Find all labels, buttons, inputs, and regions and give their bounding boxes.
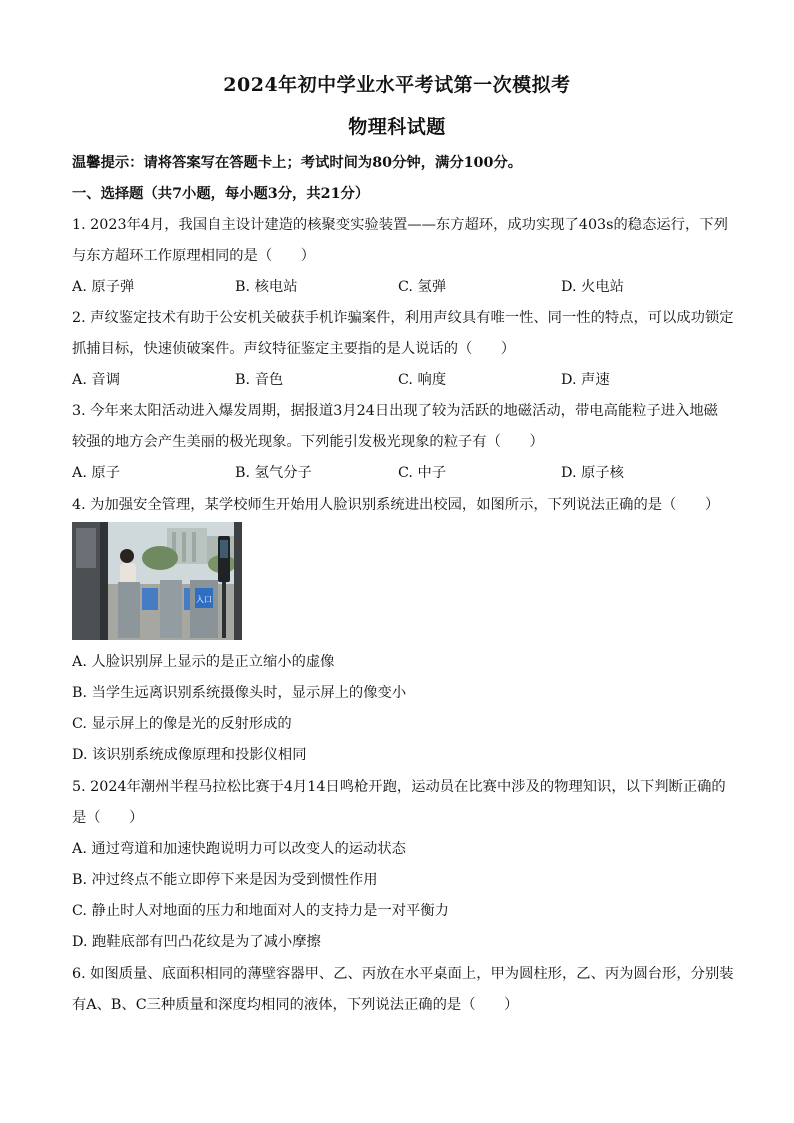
exam-title: 2024年初中学业水平考试第一次模拟考	[223, 74, 571, 96]
question-3-line-2: 较强的地方会产生美丽的极光现象。下列能引发极光现象的粒子有（ ）	[72, 434, 544, 450]
option-c[interactable]: C. 中子	[398, 465, 447, 481]
option-a[interactable]: A. 音调	[72, 372, 121, 388]
question-1-line-2: 与东方超环工作原理相同的是（ ）	[72, 248, 316, 264]
question-2-line-2: 抓捕目标，快速侦破案件。声纹特征鉴定主要指的是人说话的（ ）	[72, 341, 516, 357]
question-2-options	[72, 369, 732, 389]
option-d[interactable]: D. 原子核	[561, 465, 624, 481]
question-4-option-a[interactable]: A. 人脸识别屏上显示的是正立缩小的虚像	[72, 654, 335, 670]
option-c[interactable]: C. 氢弹	[398, 279, 447, 295]
question-5-line-2: 是（ ）	[72, 810, 144, 826]
option-c[interactable]: C. 响度	[398, 372, 447, 388]
option-d[interactable]: D. 火电站	[561, 279, 624, 295]
section-heading: 一、选择题（共7小题，每小题3分，共21分）	[72, 186, 370, 202]
question-4-line-1: 4. 为加强安全管理，某学校师生开始用人脸识别系统进出校园，如图所示，下列说法正确的是（ ）	[72, 497, 720, 513]
question-1-line-1: 1. 2023年4月，我国自主设计建造的核聚变实验装置——东方超环，成功实现了403s的稳态运行，下列	[72, 217, 728, 233]
question-5-option-b[interactable]: B. 冲过终点不能立即停下来是因为受到惯性作用	[72, 872, 378, 888]
exam-notice: 温馨提示：请将答案写在答题卡上；考试时间为80分钟，满分100分。	[72, 155, 523, 171]
face-recognition-gate-photo	[72, 522, 242, 640]
option-a[interactable]: A. 原子	[72, 465, 121, 481]
question-5-option-c[interactable]: C. 静止时人对地面的压力和地面对人的支持力是一对平衡力	[72, 903, 449, 919]
question-5-line-1: 5. 2024年潮州半程马拉松比赛于4月14日鸣枪开跑，运动员在比赛中涉及的物理知识，以下判断正确的	[72, 779, 726, 795]
question-4-option-b[interactable]: B. 当学生远离识别系统摄像头时，显示屏上的像变小	[72, 685, 407, 701]
exam-subtitle: 物理科试题	[348, 116, 446, 138]
option-a[interactable]: A. 原子弹	[72, 279, 135, 295]
question-6-line-2: 有A、B、C三种质量和深度均相同的液体，下列说法正确的是（ ）	[72, 997, 519, 1013]
question-3-options	[72, 462, 732, 482]
question-5-option-d[interactable]: D. 跑鞋底部有凹凸花纹是为了减小摩擦	[72, 934, 321, 950]
question-4-option-c[interactable]: C. 显示屏上的像是光的反射形成的	[72, 716, 292, 732]
option-b[interactable]: B. 核电站	[235, 279, 298, 295]
option-b[interactable]: B. 音色	[235, 372, 284, 388]
question-2-line-1: 2. 声纹鉴定技术有助于公安机关破获手机诈骗案件，利用声纹具有唯一性、同一性的特点，可以成功锁定	[72, 310, 734, 326]
gate-sign-label: 入口	[196, 595, 212, 604]
option-b[interactable]: B. 氢气分子	[235, 465, 312, 481]
option-d[interactable]: D. 声速	[561, 372, 610, 388]
question-5-option-a[interactable]: A. 通过弯道和加速快跑说明力可以改变人的运动状态	[72, 841, 406, 857]
question-6-line-1: 6. 如图质量、底面积相同的薄壁容器甲、乙、丙放在水平桌面上，甲为圆柱形，乙、丙为圆台形，分别装	[72, 966, 734, 982]
question-1-options	[72, 276, 732, 296]
question-3-line-1: 3. 今年来太阳活动进入爆发周期，据报道3月24日出现了较为活跃的地磁活动，带电高能粒子进入地磁	[72, 403, 718, 419]
question-4-option-d[interactable]: D. 该识别系统成像原理和投影仪相同	[72, 747, 307, 763]
